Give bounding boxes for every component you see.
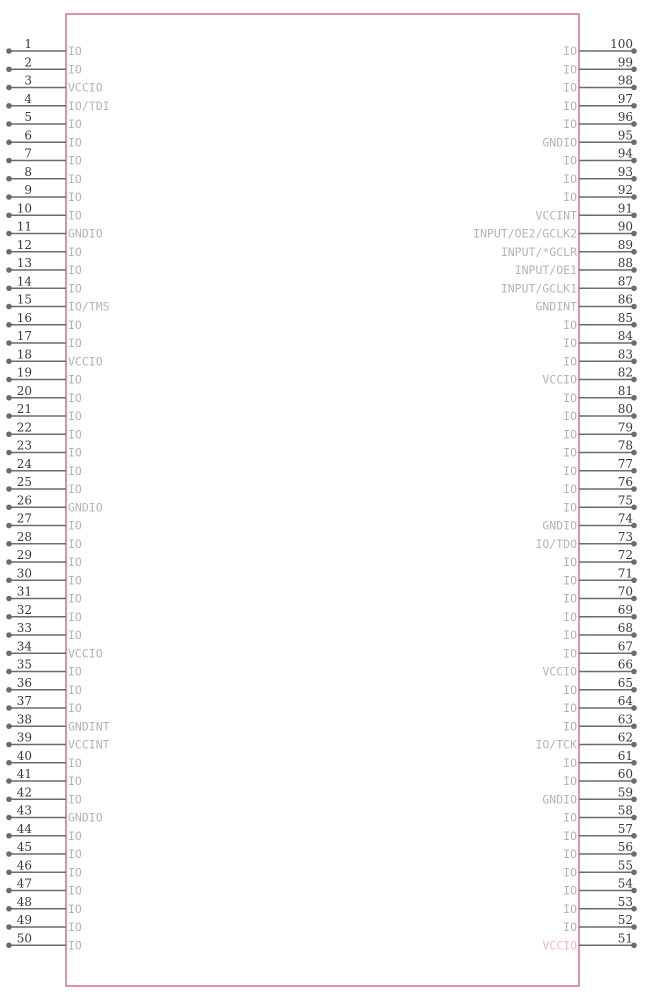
pin-name: INPUT/OE1 bbox=[514, 263, 577, 277]
pin-name: IO bbox=[68, 409, 82, 423]
pin-name: IO bbox=[563, 901, 577, 916]
pin-number: 30 bbox=[16, 566, 32, 581]
pin-end-dot bbox=[6, 231, 12, 237]
pin-name: VCCIO bbox=[68, 354, 103, 369]
pin-name: IO bbox=[68, 664, 82, 679]
pin-name: IO bbox=[563, 482, 577, 496]
pin-end-dot bbox=[6, 760, 12, 766]
pin-end-dot bbox=[6, 139, 12, 145]
pin-number: 33 bbox=[16, 621, 32, 635]
pin-number: 4 bbox=[24, 91, 32, 106]
pin-number: 86 bbox=[617, 292, 633, 307]
pin-end-dot bbox=[6, 121, 12, 127]
pin-name: IO bbox=[563, 555, 577, 569]
pin-name: GNDIO bbox=[68, 810, 103, 825]
pin-end-dot bbox=[6, 888, 12, 894]
pin-number: 24 bbox=[16, 456, 32, 471]
pin-number: 22 bbox=[16, 420, 32, 435]
pin-end-dot bbox=[6, 194, 12, 200]
pin-number: 45 bbox=[16, 840, 32, 854]
pin-number: 1 bbox=[24, 37, 32, 51]
pin-number: 73 bbox=[617, 529, 633, 544]
pin-number: 77 bbox=[617, 456, 633, 471]
pin-name: GNDIO bbox=[542, 518, 577, 533]
pin-name: IO bbox=[68, 372, 82, 387]
pin-name: IO bbox=[563, 609, 577, 624]
pin-name: IO bbox=[563, 755, 577, 770]
pin-name: IO bbox=[563, 153, 577, 168]
pin-end-dot bbox=[6, 358, 12, 364]
pin-number: 89 bbox=[617, 237, 633, 252]
pin-end-dot bbox=[6, 723, 12, 729]
pin-name: IO bbox=[68, 938, 82, 953]
pin-name: IO bbox=[68, 44, 82, 58]
pin-name: IO bbox=[68, 281, 82, 296]
pin-number: 39 bbox=[16, 730, 32, 745]
pin-number: 68 bbox=[617, 621, 633, 635]
pin-name: IO bbox=[563, 44, 577, 58]
pin-number: 44 bbox=[16, 821, 32, 836]
pin-end-dot bbox=[6, 468, 12, 474]
pin-end-dot bbox=[6, 285, 12, 291]
pin-end-dot bbox=[6, 158, 12, 164]
pin-number: 88 bbox=[617, 256, 633, 270]
pin-number: 52 bbox=[617, 913, 633, 927]
pin-number: 81 bbox=[617, 383, 633, 398]
pin-number: 76 bbox=[617, 475, 633, 489]
pin-number: 93 bbox=[617, 164, 633, 179]
pin-name: IO bbox=[563, 883, 577, 898]
pin-name: IO bbox=[68, 628, 82, 642]
pin-number: 20 bbox=[16, 383, 32, 398]
pin-number: 38 bbox=[16, 712, 32, 727]
pin-name: IO bbox=[68, 427, 82, 442]
pin-name: IO bbox=[68, 135, 82, 150]
pin-name: IO bbox=[563, 336, 577, 350]
pin-name: IO/TDO bbox=[535, 536, 577, 551]
pin-number: 41 bbox=[16, 767, 32, 781]
pin-name: VCCIO bbox=[542, 664, 577, 679]
pin-name: IO bbox=[563, 573, 577, 588]
pin-number: 49 bbox=[16, 913, 32, 927]
pin-number: 74 bbox=[617, 511, 633, 526]
pin-number: 99 bbox=[617, 55, 633, 70]
pin-end-dot bbox=[6, 632, 12, 638]
pin-number: 51 bbox=[617, 931, 633, 946]
pin-end-dot bbox=[6, 687, 12, 693]
pin-number: 90 bbox=[617, 219, 633, 234]
pin-number: 98 bbox=[617, 73, 633, 88]
pin-number: 85 bbox=[617, 310, 633, 325]
pin-end-dot bbox=[6, 340, 12, 346]
pin-name: VCCIO bbox=[542, 372, 577, 387]
pin-number: 40 bbox=[16, 748, 32, 763]
pin-name: IO bbox=[563, 628, 577, 642]
pin-name: IO bbox=[563, 865, 577, 880]
pin-number: 25 bbox=[16, 475, 32, 489]
pin-number: 94 bbox=[617, 146, 633, 161]
pin-end-dot bbox=[6, 906, 12, 912]
pin-name: IO/TCK bbox=[535, 737, 577, 752]
pin-end-dot bbox=[6, 742, 12, 748]
pin-name: IO bbox=[68, 847, 82, 861]
pin-name: IO bbox=[563, 682, 577, 697]
pin-name: IO bbox=[68, 865, 82, 880]
pin-number: 66 bbox=[617, 657, 633, 672]
pin-name: IO bbox=[68, 609, 82, 624]
pin-name: IO bbox=[68, 263, 82, 277]
pin-name: IO bbox=[68, 920, 82, 934]
pin-name: IO bbox=[68, 336, 82, 350]
pin-number: 53 bbox=[617, 894, 633, 909]
pin-name: IO bbox=[68, 591, 82, 606]
pin-name: IO bbox=[68, 208, 82, 223]
pin-name: IO bbox=[563, 171, 577, 186]
pin-end-dot bbox=[6, 103, 12, 109]
ic-body-outline bbox=[66, 14, 579, 986]
pin-name: IO bbox=[68, 682, 82, 697]
pin-name: INPUT/GCLK1 bbox=[500, 281, 577, 296]
pin-number: 26 bbox=[16, 493, 32, 508]
pin-number: 83 bbox=[617, 347, 633, 362]
pin-end-dot bbox=[6, 541, 12, 547]
pin-end-dot bbox=[6, 559, 12, 565]
pin-name: IO bbox=[68, 463, 82, 478]
pin-name: GNDIO bbox=[68, 500, 103, 515]
pin-end-dot bbox=[6, 669, 12, 675]
pin-name: IO bbox=[68, 536, 82, 551]
pin-number: 54 bbox=[617, 876, 633, 891]
pin-end-dot bbox=[6, 778, 12, 784]
pin-end-dot bbox=[6, 523, 12, 529]
pin-name: IO bbox=[563, 591, 577, 606]
pin-name: IO bbox=[68, 774, 82, 788]
pin-end-dot bbox=[6, 924, 12, 930]
pin-number: 5 bbox=[24, 110, 32, 124]
pin-end-dot bbox=[6, 833, 12, 839]
pin-number: 13 bbox=[16, 256, 32, 270]
pin-number: 3 bbox=[24, 73, 32, 88]
pin-number: 37 bbox=[16, 694, 32, 708]
pin-number: 36 bbox=[16, 675, 32, 690]
pin-number: 2 bbox=[24, 55, 32, 70]
pin-name: IO bbox=[563, 98, 577, 113]
pin-number: 8 bbox=[24, 164, 32, 179]
pin-name: IO bbox=[68, 390, 82, 405]
pin-number: 65 bbox=[617, 675, 633, 690]
pin-number: 57 bbox=[617, 821, 633, 836]
pin-name: IO bbox=[563, 920, 577, 934]
pin-name: IO bbox=[563, 701, 577, 715]
pin-number: 80 bbox=[617, 402, 633, 416]
pin-end-dot bbox=[6, 486, 12, 492]
pin-number: 58 bbox=[617, 803, 633, 818]
pin-number: 67 bbox=[617, 639, 633, 654]
pin-end-dot bbox=[6, 577, 12, 583]
pin-end-dot bbox=[6, 705, 12, 711]
pin-name: IO bbox=[68, 518, 82, 533]
pin-number: 97 bbox=[617, 91, 633, 106]
pin-number: 43 bbox=[16, 803, 32, 818]
pin-end-dot bbox=[6, 815, 12, 821]
pin-number: 27 bbox=[16, 511, 32, 526]
pin-name: INPUT/*GCLR bbox=[500, 244, 577, 259]
pin-number: 17 bbox=[16, 329, 32, 343]
pin-end-dot bbox=[6, 48, 12, 54]
pin-number: 72 bbox=[617, 548, 633, 562]
pin-name: IO bbox=[68, 792, 82, 807]
pin-name: IO bbox=[563, 80, 577, 95]
pin-name: IO bbox=[68, 883, 82, 898]
pin-end-dot bbox=[6, 395, 12, 401]
pin-name: IO bbox=[563, 190, 577, 204]
pin-number: 64 bbox=[617, 694, 633, 708]
pin-name: IO bbox=[563, 317, 577, 332]
pin-number: 50 bbox=[16, 931, 32, 946]
pin-name: IO bbox=[68, 62, 82, 77]
pin-name: INPUT/OE2/GCLK2 bbox=[473, 226, 577, 241]
pin-number: 34 bbox=[16, 639, 32, 654]
pin-number: 59 bbox=[617, 785, 633, 800]
pin-number: 19 bbox=[16, 365, 32, 380]
pin-name: GNDINT bbox=[68, 719, 110, 734]
pin-number: 11 bbox=[16, 219, 32, 234]
pin-name: IO bbox=[68, 171, 82, 186]
pin-number: 35 bbox=[16, 657, 32, 672]
pin-name: IO bbox=[68, 117, 82, 131]
pin-number: 92 bbox=[617, 183, 633, 197]
pin-number: 79 bbox=[617, 420, 633, 435]
pin-name: IO bbox=[68, 573, 82, 588]
pin-end-dot bbox=[6, 851, 12, 857]
pin-name: IO/TMS bbox=[68, 299, 110, 314]
pin-name: IO bbox=[68, 244, 82, 259]
pin-number: 62 bbox=[617, 730, 633, 745]
pin-end-dot bbox=[6, 249, 12, 255]
pin-name: VCCINT bbox=[535, 208, 577, 223]
pin-number: 15 bbox=[16, 292, 32, 307]
pin-name: VCCINT bbox=[68, 737, 110, 752]
pin-number: 95 bbox=[617, 128, 633, 143]
pin-name: IO bbox=[563, 828, 577, 843]
pin-name: IO bbox=[563, 500, 577, 515]
pin-name: VCCIO bbox=[542, 938, 577, 953]
pin-name: GNDINT bbox=[535, 299, 577, 314]
pin-end-dot bbox=[6, 304, 12, 310]
pin-number: 63 bbox=[617, 712, 633, 727]
pin-number: 87 bbox=[617, 274, 633, 289]
pin-end-dot bbox=[6, 869, 12, 875]
pin-name: IO bbox=[563, 390, 577, 405]
pin-number: 47 bbox=[16, 876, 32, 891]
pin-number: 91 bbox=[617, 201, 633, 216]
pin-name: IO bbox=[68, 153, 82, 168]
pin-number: 18 bbox=[16, 347, 32, 362]
pin-name: IO bbox=[68, 445, 82, 460]
pin-name: IO bbox=[563, 463, 577, 478]
pin-name: VCCIO bbox=[68, 80, 103, 95]
pin-number: 69 bbox=[617, 602, 633, 617]
pin-number: 21 bbox=[16, 402, 32, 416]
pin-number: 6 bbox=[24, 128, 32, 143]
pin-name: IO bbox=[68, 190, 82, 204]
pin-number: 12 bbox=[16, 237, 32, 252]
pin-name: IO bbox=[68, 555, 82, 569]
pin-name: GNDIO bbox=[542, 792, 577, 807]
pin-number: 96 bbox=[617, 110, 633, 124]
pin-name: IO bbox=[68, 317, 82, 332]
pin-number: 78 bbox=[617, 438, 633, 453]
pin-end-dot bbox=[6, 596, 12, 602]
pin-end-dot bbox=[6, 212, 12, 218]
pin-end-dot bbox=[6, 796, 12, 802]
pin-number: 9 bbox=[24, 183, 32, 197]
pin-name: IO bbox=[563, 719, 577, 734]
pin-number: 60 bbox=[617, 767, 633, 781]
pin-end-dot bbox=[6, 431, 12, 437]
pin-number: 16 bbox=[16, 310, 32, 325]
pin-name: IO bbox=[563, 354, 577, 369]
pin-name: GNDIO bbox=[68, 226, 103, 241]
pin-name: IO/TDI bbox=[68, 98, 110, 113]
pin-number: 42 bbox=[16, 785, 32, 800]
pin-number: 28 bbox=[16, 529, 32, 544]
pin-number: 71 bbox=[617, 566, 633, 581]
pin-end-dot bbox=[6, 614, 12, 620]
pin-number: 14 bbox=[16, 274, 32, 289]
pin-number: 70 bbox=[617, 584, 633, 599]
pin-name: VCCIO bbox=[68, 646, 103, 661]
pin-name: IO bbox=[563, 427, 577, 442]
pin-name: IO bbox=[563, 445, 577, 460]
pin-end-dot bbox=[6, 322, 12, 328]
pin-name: IO bbox=[563, 409, 577, 423]
pin-end-dot bbox=[6, 450, 12, 456]
pin-number: 23 bbox=[16, 438, 32, 453]
pin-name: IO bbox=[68, 755, 82, 770]
pin-number: 55 bbox=[617, 858, 633, 873]
pin-number: 7 bbox=[24, 146, 32, 161]
pin-end-dot bbox=[6, 504, 12, 510]
pin-name: IO bbox=[563, 774, 577, 788]
pin-end-dot bbox=[6, 413, 12, 419]
pin-name: IO bbox=[563, 62, 577, 77]
pin-end-dot bbox=[6, 267, 12, 273]
pin-number: 82 bbox=[617, 365, 633, 380]
pin-name: GNDIO bbox=[542, 135, 577, 150]
pin-name: IO bbox=[563, 646, 577, 661]
pin-number: 84 bbox=[617, 329, 633, 343]
pin-end-dot bbox=[6, 85, 12, 91]
pin-name: IO bbox=[563, 117, 577, 131]
pin-name: IO bbox=[68, 701, 82, 715]
pin-end-dot bbox=[6, 66, 12, 72]
pin-number: 48 bbox=[16, 894, 32, 909]
pin-end-dot bbox=[6, 942, 12, 948]
pin-number: 100 bbox=[610, 37, 633, 51]
pin-number: 10 bbox=[16, 201, 32, 216]
pin-number: 75 bbox=[617, 493, 633, 508]
pin-end-dot bbox=[6, 377, 12, 383]
pin-number: 31 bbox=[16, 584, 32, 599]
pin-number: 61 bbox=[617, 748, 633, 763]
pin-name: IO bbox=[68, 828, 82, 843]
pin-number: 46 bbox=[16, 858, 32, 873]
pin-name: IO bbox=[68, 901, 82, 916]
pin-name: IO bbox=[563, 810, 577, 825]
pin-number: 29 bbox=[16, 548, 32, 562]
pin-end-dot bbox=[6, 176, 12, 182]
pin-number: 56 bbox=[617, 840, 633, 854]
pin-end-dot bbox=[6, 650, 12, 656]
pin-name: IO bbox=[68, 482, 82, 496]
pin-name: IO bbox=[563, 847, 577, 861]
pin-number: 32 bbox=[16, 602, 32, 617]
